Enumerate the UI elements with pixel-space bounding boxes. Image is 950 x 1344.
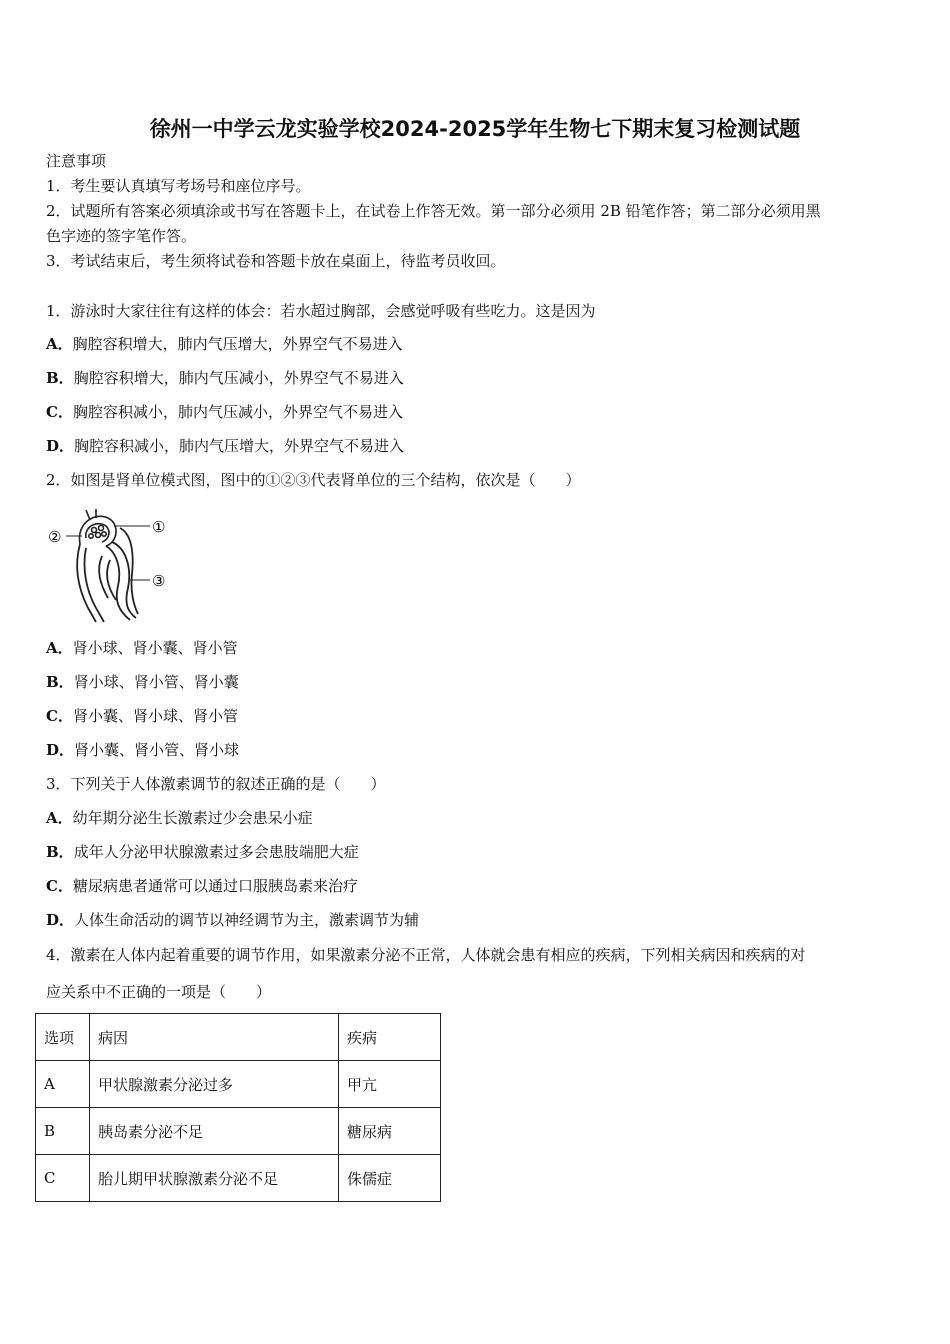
question-2-option-c: [46, 706, 238, 726]
notice-item: 2．试题所有答案必须填涂或书写在答题卡上，在试卷上作答无效。第一部分必须用 2B 铅笔作答；第二部分必须用黑: [46, 202, 821, 220]
question-3-option-c: [46, 876, 358, 896]
notice-item: 色字迹的签字笔作答。: [46, 227, 197, 245]
table-cell: 糖尿病: [339, 1108, 441, 1155]
option-text: 人体生命活动的调节以神经调节为主，激素调节为辅: [74, 911, 420, 929]
question-1-option-a: [46, 334, 403, 354]
option-letter: D．: [46, 741, 75, 759]
option-text: 胸腔容积减小，肺内气压增大，外界空气不易进入: [74, 437, 405, 455]
table-cell: 胰岛素分泌不足: [90, 1108, 339, 1155]
option-letter: A．: [46, 809, 73, 827]
question-3-stem: 3．下列关于人体激素调节的叙述正确的是（ ）: [46, 775, 386, 793]
question-2-option-a: [46, 638, 238, 658]
option-letter: C．: [46, 877, 73, 895]
option-text: 胸腔容积减小，肺内气压减小，外界空气不易进入: [72, 403, 403, 421]
nephron-diagram: [46, 508, 176, 626]
question-2-option-d: [46, 740, 239, 760]
table-cell: B: [36, 1108, 90, 1155]
table-header-cell: 选项: [36, 1014, 90, 1061]
notice-item: 3．考试结束后，考生须将试卷和答题卡放在桌面上，待监考员收回。: [46, 252, 506, 270]
question-1-option-d: [46, 436, 404, 456]
option-letter: C．: [46, 707, 73, 725]
option-text: 肾小球、肾小管、肾小囊: [73, 673, 239, 691]
table-row: [36, 1061, 441, 1108]
table-cell: 甲亢: [339, 1061, 441, 1108]
renal-corpuscle-drawing: [79, 509, 116, 546]
table-row: [36, 1108, 441, 1155]
diagram-label-2: ②: [48, 528, 62, 546]
option-text: 成年人分泌甲状腺激素过多会患肢端肥大症: [73, 843, 359, 861]
question-3-option-b: [46, 842, 359, 862]
notice-item: 1．考生要认真填写考场号和座位序号。: [46, 177, 311, 195]
table-header-cell: 病因: [90, 1014, 339, 1061]
table-cell: C: [36, 1155, 90, 1202]
option-letter: B．: [46, 843, 74, 861]
question-3-option-a: [46, 808, 313, 828]
question-1-option-c: [46, 402, 403, 422]
option-letter: B．: [46, 673, 74, 691]
diagram-label-3: ③: [152, 572, 166, 590]
diagram-label-1: ①: [152, 518, 166, 536]
table-row: [36, 1155, 441, 1202]
option-letter: D．: [46, 911, 75, 929]
question-4-stem-line-2: 应关系中不正确的一项是（ ）: [46, 983, 272, 1001]
option-text: 肾小球、肾小囊、肾小管: [72, 639, 238, 657]
table-header-row: [36, 1014, 441, 1061]
option-text: 肾小囊、肾小球、肾小管: [72, 707, 238, 725]
option-text: 胸腔容积增大，肺内气压减小，外界空气不易进入: [73, 369, 404, 387]
question-2-option-b: [46, 672, 239, 692]
option-letter: C．: [46, 403, 73, 421]
renal-tubule-drawing: [77, 528, 138, 622]
question-3-option-d: [46, 910, 419, 930]
option-text: 胸腔容积增大，肺内气压增大，外界空气不易进入: [72, 335, 403, 353]
option-text: 幼年期分泌生长激素过少会患呆小症: [72, 809, 313, 827]
question-4-stem-line-1: 4．激素在人体内起着重要的调节作用，如果激素分泌不正常，人体就会患有相应的疾病，下列相关病因和疾病的对: [46, 946, 806, 964]
question-1-option-b: [46, 368, 404, 388]
notice-heading: 注意事项: [46, 152, 107, 170]
option-letter: B．: [46, 369, 74, 387]
question-4-table: [35, 1013, 441, 1202]
table-header-cell: 疾病: [339, 1014, 441, 1061]
option-letter: A．: [46, 335, 73, 353]
question-1-stem: 1．游泳时大家往往有这样的体会：若水超过胸部，会感觉呼吸有些吃力。这是因为: [46, 302, 596, 320]
option-text: 糖尿病患者通常可以通过口服胰岛素来治疗: [72, 877, 358, 895]
table-cell: 甲状腺激素分泌过多: [90, 1061, 339, 1108]
option-text: 肾小囊、肾小管、肾小球: [74, 741, 240, 759]
question-2-stem: 2．如图是肾单位模式图，图中的①②③代表肾单位的三个结构，依次是（ ）: [46, 471, 581, 489]
option-letter: D．: [46, 437, 75, 455]
table-cell: 胎儿期甲状腺激素分泌不足: [90, 1155, 339, 1202]
option-letter: A．: [46, 639, 73, 657]
table-cell: 侏儒症: [339, 1155, 441, 1202]
table-cell: A: [36, 1061, 90, 1108]
page-title: 徐州一中学云龙实验学校2024-2025学年生物七下期末复习检测试题: [149, 117, 801, 141]
